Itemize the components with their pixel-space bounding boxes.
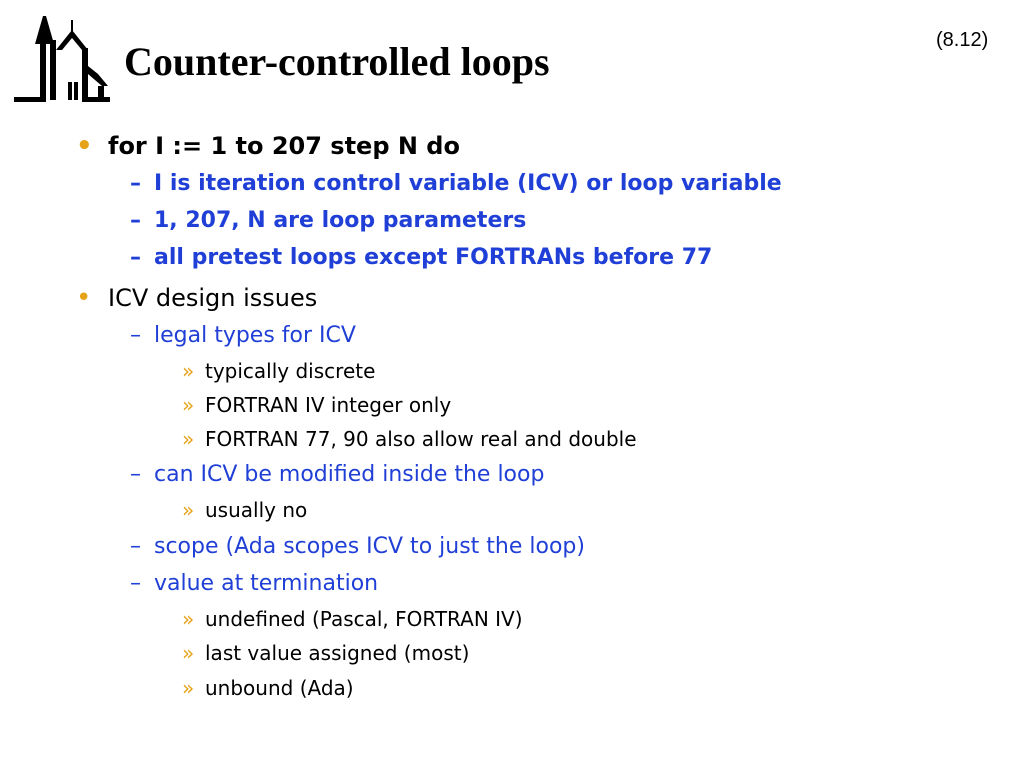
church-logo-icon — [12, 14, 112, 106]
item-text: last value assigned (most) — [205, 641, 470, 665]
double-chevron-icon: » — [182, 393, 195, 417]
subbullet-text: value at termination — [154, 571, 379, 596]
subbullet-text: can ICV be modified inside the loop — [154, 462, 545, 487]
double-chevron-icon: » — [182, 676, 195, 700]
item-text: unbound (Ada) — [205, 676, 354, 700]
double-chevron-icon: » — [182, 607, 195, 631]
item-text: undefined (Pascal, FORTRAN IV) — [205, 607, 523, 631]
dash-icon: – — [130, 534, 141, 559]
dash-icon: – — [130, 571, 141, 596]
slide-number: (8.12) — [936, 29, 989, 51]
double-chevron-icon: » — [182, 359, 195, 383]
bullet-text: for I := 1 to 207 step N do — [108, 132, 460, 160]
subbullet-text: I is iteration control variable (ICV) or loop variable — [154, 171, 782, 196]
item-text: FORTRAN IV integer only — [205, 393, 452, 417]
dash-icon: – — [130, 208, 141, 233]
dash-icon: – — [130, 171, 141, 196]
item-text: FORTRAN 77, 90 also allow real and double — [205, 427, 637, 451]
bullet-text: ICV design issues — [108, 284, 318, 312]
double-chevron-icon: » — [182, 427, 195, 451]
bullet-dot-icon: • — [76, 283, 92, 313]
dash-icon: – — [130, 462, 141, 487]
slide-title: Counter-controlled loops — [124, 39, 550, 84]
subbullet-text: scope (Ada scopes ICV to just the loop) — [154, 534, 585, 559]
item-text: typically discrete — [205, 359, 376, 383]
item-text: usually no — [205, 498, 308, 522]
double-chevron-icon: » — [182, 641, 195, 665]
bullet-dot-icon: • — [76, 131, 93, 161]
subbullet-text: all pretest loops except FORTRANs before 77 — [154, 245, 713, 270]
dash-icon: – — [130, 323, 141, 348]
subbullet-text: 1, 207, N are loop parameters — [154, 208, 527, 233]
subbullet-text: legal types for ICV — [154, 323, 356, 348]
double-chevron-icon: » — [182, 498, 195, 522]
dash-icon: – — [130, 245, 141, 270]
